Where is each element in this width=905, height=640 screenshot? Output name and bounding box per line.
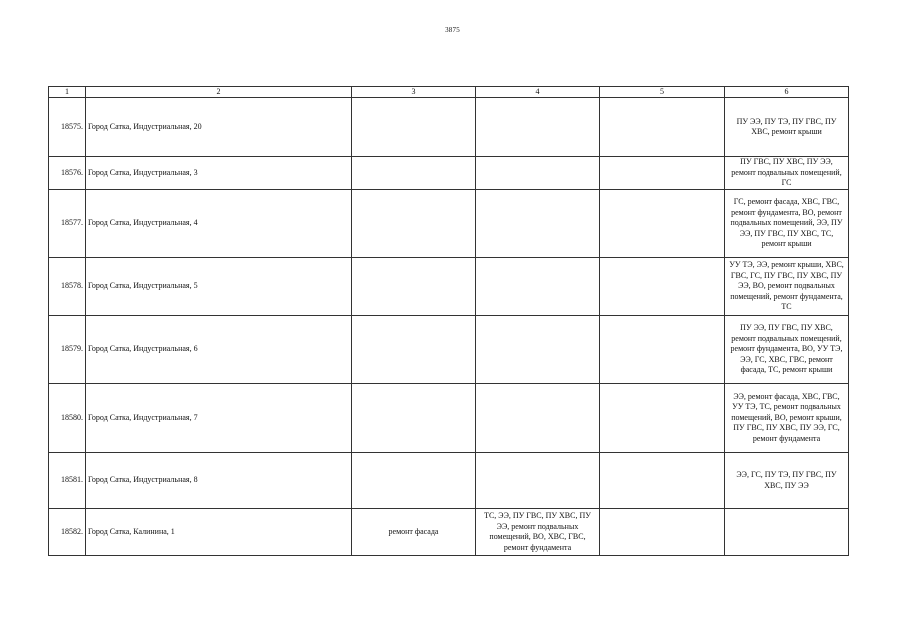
row-col4: ТС, ЭЭ, ПУ ГВС, ПУ ХВС, ПУ ЭЭ, ремонт подвальных помещений, ВО, ХВС, ГВС, ремонт фундамента	[476, 509, 600, 556]
row-col5	[600, 509, 725, 556]
row-number: 18575.	[49, 98, 86, 157]
row-works: ЭЭ, ремонт фасада, ХВС, ГВС, УУ ТЭ, ТС, ремонт подвальных помещений, ВО, ремонт крыши, ПУ ГВС, ПУ ХВС, ПУ ЭЭ, ГС, ремонт фундамента	[725, 384, 849, 453]
row-col5	[600, 157, 725, 190]
row-col3	[352, 316, 476, 384]
header-row	[49, 87, 849, 98]
row-number: 18581.	[49, 453, 86, 509]
row-col5	[600, 384, 725, 453]
column-header: 4	[476, 87, 600, 98]
page-number: 3875	[445, 26, 460, 34]
row-col3	[352, 453, 476, 509]
row-address: Город Сатка, Индустриальная, 8	[86, 453, 352, 509]
row-works: ПУ ГВС, ПУ ХВС, ПУ ЭЭ, ремонт подвальных помещений, ГС	[725, 157, 849, 190]
row-works: УУ ТЭ, ЭЭ, ремонт крыши, ХВС, ГВС, ГС, ПУ ГВС, ПУ ХВС, ПУ ЭЭ, ВО, ремонт подвальных помещений, ремонт фундамента, ТС	[725, 258, 849, 316]
table-row	[49, 157, 849, 190]
row-col3	[352, 157, 476, 190]
row-number: 18577.	[49, 190, 86, 258]
row-address: Город Сатка, Индустриальная, 5	[86, 258, 352, 316]
column-header: 6	[725, 87, 849, 98]
table-row	[49, 316, 849, 384]
row-address: Город Сатка, Индустриальная, 6	[86, 316, 352, 384]
row-col4	[476, 384, 600, 453]
row-col5	[600, 258, 725, 316]
row-col5	[600, 316, 725, 384]
row-col4	[476, 98, 600, 157]
row-number: 18579.	[49, 316, 86, 384]
row-col4	[476, 316, 600, 384]
row-col3	[352, 384, 476, 453]
row-address: Город Сатка, Индустриальная, 3	[86, 157, 352, 190]
row-col5	[600, 453, 725, 509]
row-col4	[476, 190, 600, 258]
row-address: Город Сатка, Индустриальная, 4	[86, 190, 352, 258]
row-col3	[352, 258, 476, 316]
row-col4	[476, 157, 600, 190]
table-row	[49, 190, 849, 258]
column-header: 1	[49, 87, 86, 98]
row-number: 18576.	[49, 157, 86, 190]
row-col4	[476, 453, 600, 509]
row-col3	[352, 190, 476, 258]
registry-table	[48, 86, 849, 556]
column-header: 2	[86, 87, 352, 98]
row-address: Город Сатка, Калинина, 1	[86, 509, 352, 556]
row-address: Город Сатка, Индустриальная, 20	[86, 98, 352, 157]
table-row	[49, 258, 849, 316]
column-header: 5	[600, 87, 725, 98]
row-works: ЭЭ, ГС, ПУ ТЭ, ПУ ГВС, ПУ ХВС, ПУ ЭЭ	[725, 453, 849, 509]
row-address: Город Сатка, Индустриальная, 7	[86, 384, 352, 453]
column-header: 3	[352, 87, 476, 98]
table-row	[49, 453, 849, 509]
row-col5	[600, 98, 725, 157]
row-col4	[476, 258, 600, 316]
row-number: 18582.	[49, 509, 86, 556]
row-works: ПУ ЭЭ, ПУ ГВС, ПУ ХВС, ремонт подвальных помещений, ремонт фундамента, ВО, УУ ТЭ, ЭЭ, ГС, ХВС, ГВС, ремонт фасада, ТС, ремонт крыши	[725, 316, 849, 384]
table-row	[49, 509, 849, 556]
row-works	[725, 509, 849, 556]
row-works: ПУ ЭЭ, ПУ ТЭ, ПУ ГВС, ПУ ХВС, ремонт крыши	[725, 98, 849, 157]
row-works: ГС, ремонт фасада, ХВС, ГВС, ремонт фундамента, ВО, ремонт подвальных помещений, ЭЭ, ПУ ЭЭ, ПУ ГВС, ПУ ХВС, ТС, ремонт крыши	[725, 190, 849, 258]
row-col3	[352, 98, 476, 157]
row-number: 18578.	[49, 258, 86, 316]
table-row	[49, 98, 849, 157]
table-row	[49, 384, 849, 453]
row-number: 18580.	[49, 384, 86, 453]
row-col3: ремонт фасада	[352, 509, 476, 556]
row-col5	[600, 190, 725, 258]
